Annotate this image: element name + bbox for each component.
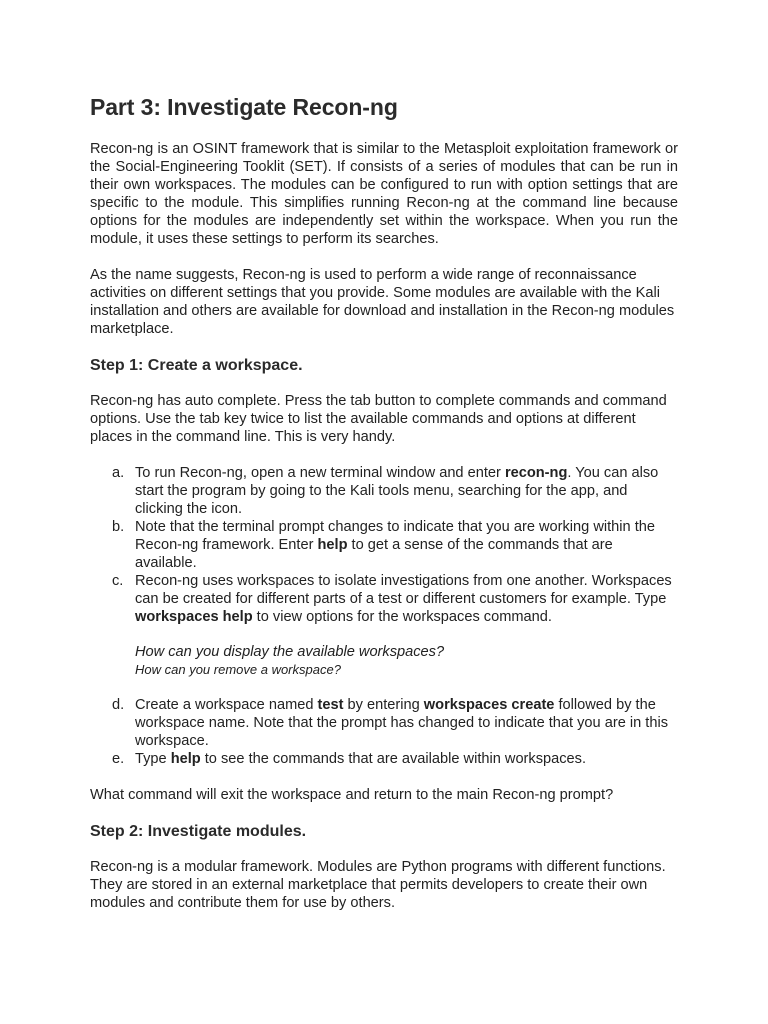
step1-heading: Step 1: Create a workspace. [90, 357, 303, 374]
step1-list [90, 464, 678, 768]
list-item-text: to get a sense of the commands that are available. [135, 537, 613, 571]
list-item-d [112, 696, 678, 750]
list-marker: e. [112, 751, 125, 767]
list-item-text: Create a workspace named [135, 697, 318, 713]
step2-heading: Step 2: Investigate modules. [90, 823, 307, 840]
document-content [90, 92, 678, 912]
list-item-c [112, 572, 678, 678]
list-item-e [112, 750, 678, 768]
list-item-text: to view options for the workspaces command. [252, 609, 552, 625]
command-recon-ng: recon-ng [504, 465, 568, 481]
command-workspaces-create: workspaces create [423, 697, 555, 713]
page-title: Part 3: Investigate Recon-ng [90, 94, 398, 120]
list-item-b [112, 518, 678, 572]
question-remove-workspace: How can you remove a workspace? [135, 662, 341, 677]
command-workspaces-help: workspaces help [135, 609, 253, 625]
list-marker: c. [112, 573, 124, 589]
workspace-name-test: test [317, 697, 344, 713]
list-item-text: followed by the workspace name. Note that the prompt has changed to indicate that you are in this workspace. [135, 697, 668, 749]
command-help: help [170, 751, 201, 767]
list-item-text: Recon-ng uses workspaces to isolate investigations from one another. Workspaces can be created for different parts of a test or different customers for example. Type [135, 573, 672, 607]
step1-paragraph: Recon-ng has auto complete. Press the tab button to complete commands and command options. Use the tab key twice to list the available commands and options at different places in the command line. This is very handy. [90, 393, 667, 445]
list-item-text: To run Recon-ng, open a new terminal window and enter [135, 465, 505, 481]
list-item-a [112, 464, 678, 518]
command-help: help [317, 537, 348, 553]
exit-question: What command will exit the workspace and return to the main Recon-ng prompt? [90, 787, 614, 803]
list-item-text: Type [135, 751, 171, 767]
list-item-text: . You can also start the program by going to the Kali tools menu, searching for the app, and clicking the icon. [135, 465, 659, 517]
step2-paragraph: Recon-ng is a modular framework. Modules are Python programs with different functions. They are stored in an external marketplace that permits developers to create their own modules and contribute them for use by others. [90, 859, 666, 911]
list-marker: a. [112, 465, 125, 481]
question-display-workspaces: How can you display the available workspaces? [135, 644, 445, 660]
list-item-text: to see the commands that are available within workspaces. [200, 751, 587, 767]
list-marker: b. [112, 519, 125, 535]
list-item-text: by entering [343, 697, 424, 713]
second-paragraph: As the name suggests, Recon-ng is used to perform a wide range of reconnaissance activities on different settings that you provide. Some modules are available with the Kali installation and others are available for download and installation in the Recon-ng modules marketplace. [90, 267, 675, 337]
list-marker: d. [112, 697, 125, 713]
intro-paragraph: Recon-ng is an OSINT framework that is similar to the Metasploit exploitation framework or the Social-Engineering Tooklit (SET). If consists of a series of modules that can be run in their own workspaces. The modules can be configured to run with option settings that are specific to the module. This simplifies running Recon-ng at the command line because options for the modules are independently set within the workspace. When you run the module, it uses these settings to perform its searches. [90, 141, 678, 247]
list-item-text: Note that the terminal prompt changes to indicate that you are working within the Recon-ng framework. Enter [135, 519, 655, 553]
